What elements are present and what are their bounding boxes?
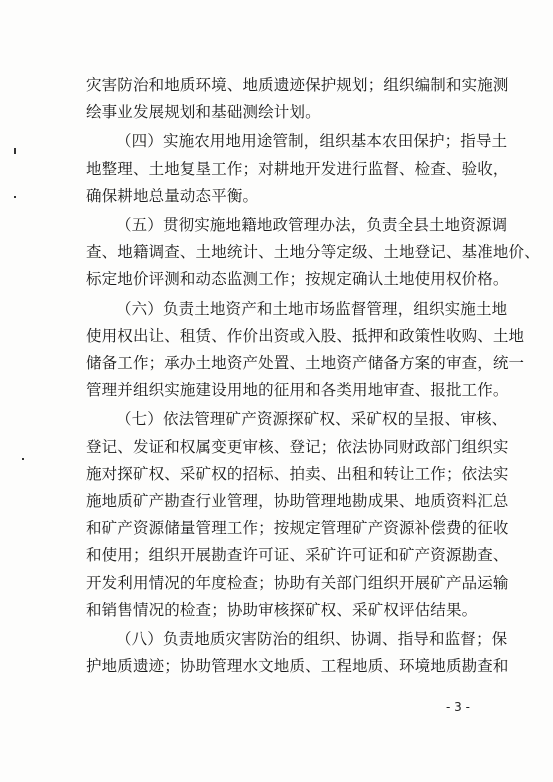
- text-line: 护地质遗迹；协助管理水文地质、工程地质、环境地质勘查和: [86, 657, 509, 676]
- text-line: （四）实施农用地用途管制，组织基本农田保护；指导土: [116, 132, 508, 151]
- scan-mark: [14, 196, 16, 198]
- text-line: 施对探矿权、采矿权的招标、拍卖、出租和转让工作；依法实: [86, 464, 509, 483]
- scan-mark: [22, 458, 24, 460]
- paragraph-p7: [86, 406, 509, 624]
- paragraph-p0: [86, 72, 509, 126]
- paragraph-p5: [86, 212, 540, 294]
- text-line: 查、地籍调查、土地统计、土地分等定级、土地登记、基准地价、: [86, 243, 540, 262]
- paragraph-p8: [86, 626, 509, 680]
- body-text: [86, 72, 540, 680]
- text-line: 管理并组织实施建设用地的征用和各类用地审查、报批工作。: [86, 381, 509, 400]
- text-line: （八）负责地质灾害防治的组织、协调、指导和监督；保: [116, 630, 508, 649]
- text-line: 地整理、土地复垦工作；对耕地开发进行监督、检查、验收，: [86, 159, 509, 178]
- page-number: - 3 -: [446, 700, 470, 714]
- text-line: 确保耕地总量动态平衡。: [86, 186, 259, 205]
- scan-mark: [14, 148, 16, 154]
- paragraph-p6: [86, 296, 525, 405]
- text-line: （七）依法管理矿产资源探矿权、采矿权的呈报、审核、: [116, 410, 508, 429]
- text-line: 标定地价评测和动态监测工作；按规定确认土地使用权价格。: [86, 270, 509, 289]
- text-line: 登记、发证和权属变更审核、登记；依法协同财政部门组织实: [86, 437, 509, 456]
- text-line: 和矿产资源储量管理工作；按规定管理矿产资源补偿费的征收: [86, 519, 509, 538]
- text-line: 和销售情况的检查；协助审核探矿权、采矿权评估结果。: [86, 600, 478, 619]
- text-line: 和使用；组织开展勘查许可证、采矿许可证和矿产资源勘查、: [86, 546, 509, 565]
- text-line: （六）负责土地资产和土地市场监督管理，组织实施土地: [116, 299, 508, 318]
- text-line: 绘事业发展规划和基础测绘计划。: [86, 103, 321, 122]
- text-line: 灾害防治和地质环境、地质遗迹保护规划；组织编制和实施测: [86, 76, 509, 94]
- text-line: 开发利用情况的年度检查；协助有关部门组织开展矿产品运输: [86, 573, 509, 592]
- text-line: （五）贯彻实施地籍地政管理办法，负责全县土地资源调: [116, 216, 508, 235]
- text-line: 施地质矿产勘查行业管理，协助管理地勘成果、地质资料汇总: [86, 492, 509, 511]
- text-line: 使用权出让、租赁、作价出资或入股、抵押和政策性收购、土地: [86, 326, 525, 345]
- paragraph-p4: [86, 128, 509, 210]
- text-line: 储备工作；承办土地资产处置、土地资产储备方案的审查，统一: [86, 354, 525, 373]
